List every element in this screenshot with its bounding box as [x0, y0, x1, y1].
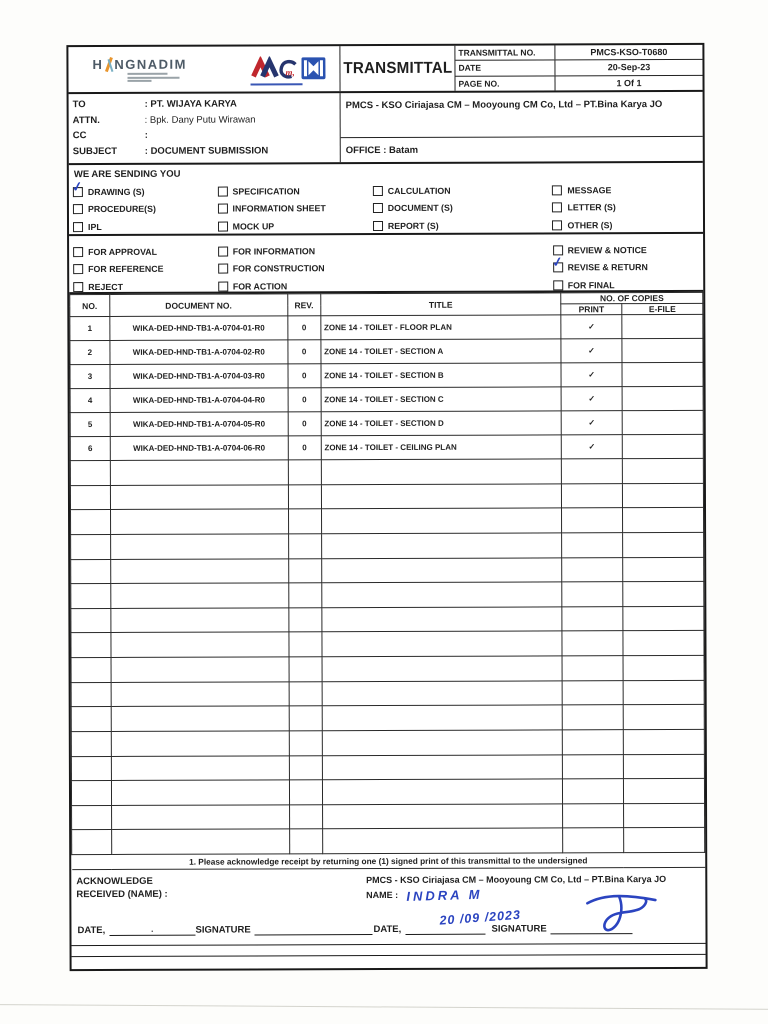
form-title: TRANSMITTAL	[342, 59, 453, 77]
transmittal-number: PMCS-KSO-T0680	[590, 47, 668, 58]
empty-table-row	[71, 582, 704, 609]
cm-consortium-logo	[250, 56, 325, 82]
checkbox-label: OTHER (S)	[567, 219, 613, 231]
cell-no: 2	[70, 340, 110, 364]
field-label: ATTN.	[72, 114, 100, 126]
cell-print-check: ✓	[561, 435, 622, 459]
checkbox-item	[373, 199, 553, 217]
signature-label: SIGNATURE	[195, 924, 251, 936]
checkbox-item	[70, 177, 218, 201]
checkbox-label: FOR APPROVAL	[88, 246, 158, 257]
cell-rev	[288, 460, 321, 485]
purpose-section	[69, 234, 703, 294]
cell-document-no	[111, 583, 289, 608]
meta-label: PAGE NO.	[455, 76, 555, 91]
empty-table-row	[71, 779, 704, 806]
cell-print-check	[562, 483, 623, 508]
consortium-name: PMCS - KSO Ciriajasa CM – Mooyoung CM Co, Ltd – PT.Bina Karya JO	[341, 92, 703, 138]
cell-no: 5	[70, 412, 110, 436]
field-label: CC	[72, 130, 87, 142]
checkbox-item	[73, 260, 218, 278]
cell-print-check: ✓	[561, 363, 622, 387]
hangnadim-logo-rest: NGNADIM	[114, 56, 187, 72]
checkbox	[550, 253, 564, 273]
field-label: TO	[72, 99, 86, 111]
svg-text:m,: m,	[285, 66, 295, 77]
handwritten-date: 20 /09 /2023	[438, 907, 522, 928]
checkbox-item	[217, 182, 372, 200]
cell-rev	[289, 731, 322, 756]
cell-no	[71, 584, 111, 609]
cell-title	[322, 705, 563, 730]
cell-title	[322, 681, 563, 706]
date-blank-line: .	[109, 925, 195, 936]
cell-print-check	[562, 680, 623, 705]
cell-rev	[288, 558, 321, 583]
checkbox-item	[373, 216, 553, 234]
cell-no	[72, 830, 112, 855]
cell-no	[71, 731, 111, 756]
cell-rev: 0	[288, 412, 321, 436]
table-header	[70, 292, 703, 316]
cell-efile	[623, 557, 704, 582]
checkbox-item	[373, 181, 553, 199]
meta-row-page-no	[455, 76, 702, 91]
checkbox	[218, 264, 228, 274]
checkbox-item	[552, 198, 699, 216]
cell-efile	[622, 508, 703, 533]
cell-no: 1	[70, 316, 110, 340]
cell-print-check	[562, 656, 623, 681]
sending-title: WE ARE SENDING YOU	[73, 168, 181, 181]
empty-table-row	[71, 532, 704, 559]
cm-logo-underline	[251, 83, 303, 85]
checkbox-label: FOR REFERENCE	[88, 264, 164, 275]
checkbox-label: FOR ACTION	[232, 281, 288, 292]
cell-document-no: WIKA-DED-HND-TB1-A-0704-04-R0	[110, 388, 288, 413]
name-label: NAME :	[366, 889, 399, 901]
sending-section	[69, 163, 703, 236]
field-attn	[73, 112, 336, 128]
checkbox-label: DRAWING (S)	[87, 186, 145, 197]
cell-print-check: ✓	[561, 339, 622, 363]
cell-efile	[623, 680, 704, 705]
cell-title: ZONE 14 - TOILET - SECTION D	[321, 411, 562, 436]
transmittal-date: 20-Sep-23	[607, 62, 651, 73]
cell-print-check	[563, 779, 624, 804]
received-name-label: RECEIVED (NAME) :	[76, 888, 168, 901]
hangnadim-logo	[92, 57, 187, 82]
cell-no	[71, 707, 111, 732]
checkbox-label: MESSAGE	[567, 184, 612, 196]
cell-rev	[289, 706, 322, 731]
cell-efile	[623, 803, 704, 828]
checkbox-item	[552, 216, 699, 234]
cell-rev	[288, 583, 321, 608]
empty-table-row	[71, 557, 704, 584]
field-value: :	[144, 130, 148, 142]
checkbox-label: REJECT	[88, 281, 123, 292]
empty-table-row	[72, 803, 705, 830]
checkbox	[73, 264, 83, 274]
pen-checkmark-icon: ✓	[70, 177, 85, 195]
checkbox	[552, 220, 562, 230]
cell-no	[71, 510, 111, 535]
cell-rev: 0	[288, 316, 321, 340]
table-row	[70, 410, 703, 436]
paper-edge-artifact	[0, 1004, 768, 1011]
form-header	[68, 45, 702, 94]
cell-no	[70, 460, 110, 485]
cell-rev	[289, 681, 322, 706]
field-value: : Bpk. Dany Putu Wirawan	[144, 114, 256, 126]
cell-title	[321, 533, 562, 558]
cell-efile	[623, 606, 704, 631]
cell-print-check	[562, 582, 623, 607]
cell-title	[322, 730, 563, 755]
cell-document-no	[111, 558, 289, 583]
checkbox	[218, 221, 228, 231]
cell-title: ZONE 14 - TOILET - CEILING PLAN	[321, 435, 562, 460]
checkbox	[218, 246, 228, 256]
cell-rev	[289, 632, 322, 657]
checkbox-label: FOR INFORMATION	[232, 245, 316, 257]
cell-document-no	[111, 780, 289, 805]
cell-efile	[622, 314, 703, 338]
purpose-checklist	[73, 241, 699, 296]
empty-table-row	[71, 631, 704, 658]
pen-checkmark-icon: ✓	[550, 253, 564, 271]
meta-row-transmittal-no	[455, 45, 702, 61]
cell-document-no	[110, 484, 288, 509]
left-date-line	[77, 925, 195, 936]
checkbox-label: PROCEDURE(S)	[87, 204, 156, 215]
empty-table-row	[70, 483, 703, 510]
checkbox	[552, 185, 562, 195]
cell-title	[321, 582, 562, 607]
empty-table-row	[71, 680, 704, 707]
footer-consortium-name: PMCS - KSO Ciriajasa CM – Mooyoung CM Co, Ltd – PT.Bina Karya JO	[366, 874, 667, 886]
checkbox-label: SPECIFICATION	[232, 186, 300, 197]
footer-empty-row	[72, 955, 706, 969]
cell-efile	[622, 338, 703, 362]
table-row	[70, 338, 703, 364]
cell-title	[321, 484, 562, 509]
col-header-print: PRINT	[561, 304, 622, 315]
checkbox-item	[218, 200, 373, 218]
cell-efile	[623, 779, 704, 804]
cell-no: 3	[70, 364, 110, 388]
cell-document-no: WIKA-DED-HND-TB1-A-0704-02-R0	[110, 340, 288, 365]
page-number: 1 Of 1	[616, 77, 642, 89]
cell-no	[71, 534, 111, 559]
empty-table-row	[72, 828, 705, 855]
cell-document-no	[111, 681, 289, 706]
col-header-copies: NO. OF COPIES	[561, 292, 703, 303]
table-body	[70, 314, 705, 869]
cell-efile	[623, 754, 704, 779]
cell-document-no	[111, 608, 289, 633]
cell-title: ZONE 14 - TOILET - FLOOR PLAN	[320, 315, 561, 340]
checkbox	[218, 281, 228, 291]
checkbox-item	[218, 241, 553, 260]
checkbox	[217, 186, 227, 196]
cell-title	[322, 631, 563, 656]
field-value: : PT. WIJAYA KARYA	[144, 98, 237, 111]
cell-no	[71, 608, 111, 633]
cell-print-check: ✓	[561, 411, 622, 435]
sending-checklist	[70, 177, 699, 236]
checkbox-label: REVISE & RETURN	[567, 262, 648, 273]
cell-print-check	[563, 828, 624, 853]
logo-cell	[68, 46, 340, 92]
cell-efile	[622, 410, 703, 434]
checkbox	[73, 222, 83, 232]
cell-title	[322, 804, 563, 829]
checkbox-item	[73, 278, 218, 296]
cell-print-check	[562, 508, 623, 533]
cell-document-no	[112, 829, 290, 854]
col-header-title: TITLE	[320, 293, 561, 316]
cell-efile	[623, 655, 704, 680]
cell-rev	[289, 755, 322, 780]
document-table-section	[69, 292, 705, 870]
form-title-cell	[340, 46, 455, 91]
cell-efile	[623, 582, 704, 607]
cell-print-check	[562, 459, 623, 484]
hangnadim-logo-text	[92, 57, 187, 72]
cell-document-no	[111, 805, 289, 830]
cell-rev: 0	[288, 388, 321, 412]
col-header-document-no: DOCUMENT NO.	[110, 294, 288, 317]
field-cc	[73, 127, 336, 143]
cell-document-no	[110, 534, 288, 559]
checkbox-label: IPL	[88, 221, 102, 232]
cell-no	[71, 682, 111, 707]
signature-label: SIGNATURE	[491, 923, 547, 935]
empty-table-row	[71, 655, 704, 682]
table-row	[70, 362, 703, 388]
cell-rev: 0	[288, 340, 321, 364]
cell-rev	[289, 829, 322, 854]
empty-table-row	[71, 508, 704, 535]
checkbox-label: FOR CONSTRUCTION	[232, 263, 325, 274]
checkbox-label: REVIEW & NOTICE	[567, 244, 647, 256]
cell-no	[72, 805, 112, 830]
cell-no	[70, 485, 110, 510]
cell-no	[71, 633, 111, 658]
cell-document-no	[111, 657, 289, 682]
cell-rev	[289, 780, 322, 805]
empty-table-row	[71, 705, 704, 732]
checkbox	[218, 204, 228, 214]
cell-efile	[622, 458, 703, 483]
cell-title	[321, 557, 562, 582]
empty-table-row	[71, 606, 704, 633]
col-header-rev: REV.	[287, 294, 320, 316]
cell-title: ZONE 14 - TOILET - SECTION A	[321, 339, 562, 364]
checkbox-item	[553, 241, 700, 259]
cell-efile	[622, 483, 703, 508]
cell-no	[71, 657, 111, 682]
cell-title: ZONE 14 - TOILET - SECTION C	[321, 387, 562, 412]
cell-title	[322, 828, 563, 853]
empty-table-row	[71, 754, 704, 781]
checkbox-item	[550, 253, 700, 276]
meta-row-date	[455, 60, 702, 76]
cell-print-check: ✓	[561, 387, 622, 411]
handwritten-name: INDRA M	[405, 886, 483, 904]
cell-print-check	[563, 803, 624, 828]
cell-document-no	[111, 706, 289, 731]
cell-no	[71, 559, 111, 584]
left-signature-line	[195, 924, 372, 936]
checkbox-label: MOCK UP	[232, 221, 275, 232]
checkbox-item	[218, 276, 553, 295]
cm-blue-square-icon	[301, 57, 325, 81]
table-row	[70, 434, 703, 460]
checkbox	[373, 203, 383, 213]
table-row	[70, 386, 703, 412]
acknowledge-section	[71, 868, 705, 946]
handwritten-signature	[579, 887, 661, 939]
document-table	[69, 292, 705, 870]
cell-title	[321, 508, 562, 533]
cell-efile	[622, 434, 703, 458]
checkbox-item	[553, 276, 700, 294]
cell-rev: 0	[288, 364, 321, 388]
cell-efile	[622, 386, 703, 410]
cell-rev	[288, 534, 321, 559]
cell-rev	[288, 484, 321, 509]
cell-no	[71, 756, 111, 781]
meta-label: DATE	[455, 61, 555, 76]
checkbox-label: LETTER (S)	[567, 202, 616, 213]
cell-document-no	[111, 755, 289, 780]
date-label: DATE,	[77, 924, 106, 937]
col-header-efile: E-FILE	[622, 303, 703, 314]
cell-rev	[289, 607, 322, 632]
checkbox	[373, 221, 383, 231]
checkbox	[73, 247, 83, 257]
acknowledge-label: ACKNOWLEDGE	[76, 875, 153, 888]
cell-document-no: WIKA-DED-HND-TB1-A-0704-06-R0	[110, 436, 288, 461]
checkbox-item	[73, 200, 218, 218]
cell-rev: 0	[288, 436, 321, 460]
col-header-no: NO.	[70, 294, 110, 316]
transmittal-form	[66, 43, 707, 971]
cell-rev	[289, 657, 322, 682]
field-subject	[73, 143, 336, 159]
checkbox-item	[73, 243, 218, 261]
sender-block	[341, 92, 703, 162]
cell-document-no	[111, 632, 289, 657]
cell-efile	[622, 362, 703, 386]
office-field: OFFICE : Batam	[345, 144, 419, 156]
cell-document-no	[110, 460, 288, 485]
checkbox	[552, 203, 562, 213]
cell-print-check: ✓	[561, 315, 622, 339]
date-label: DATE,	[373, 923, 402, 936]
cell-title	[321, 459, 562, 484]
checkbox-label: CALCULATION	[387, 185, 451, 196]
field-label: SUBJECT	[72, 145, 118, 157]
cell-print-check	[562, 557, 623, 582]
checkbox	[373, 186, 383, 196]
cell-title	[322, 754, 563, 779]
checkbox-label: INFORMATION SHEET	[232, 203, 326, 214]
info-section	[69, 92, 703, 165]
checkbox	[553, 280, 563, 290]
cell-document-no	[110, 509, 288, 534]
cell-document-no: WIKA-DED-HND-TB1-A-0704-05-R0	[110, 412, 288, 437]
note-row	[72, 852, 705, 869]
table-row	[70, 314, 703, 340]
checkbox-item	[218, 259, 553, 278]
cell-title	[322, 779, 563, 804]
cell-print-check	[562, 631, 623, 656]
cell-document-no	[111, 731, 289, 756]
cell-efile	[623, 729, 704, 754]
cell-no: 4	[70, 388, 110, 412]
acknowledge-block	[76, 875, 167, 901]
field-value: : DOCUMENT SUBMISSION	[144, 145, 269, 157]
cell-efile	[623, 705, 704, 730]
hangnadim-logo-h: H	[92, 56, 104, 73]
checkbox-label: REPORT (S)	[387, 220, 439, 231]
cell-print-check	[562, 730, 623, 755]
header-meta	[455, 45, 702, 91]
cell-no: 6	[70, 436, 110, 460]
checkbox-item	[73, 218, 218, 236]
cell-title	[322, 656, 563, 681]
hangnadim-stylized-a-icon	[104, 58, 113, 71]
cell-title	[321, 607, 562, 632]
recipient-block	[69, 93, 341, 163]
cell-rev	[289, 804, 322, 829]
checkbox	[70, 177, 85, 197]
checkbox	[73, 282, 83, 292]
cell-print-check	[563, 754, 624, 779]
cell-efile	[623, 631, 704, 656]
meta-label: TRANSMITTAL NO.	[455, 45, 555, 60]
checkbox	[73, 204, 83, 214]
cell-efile	[624, 828, 705, 853]
field-to	[73, 96, 336, 112]
cell-no	[71, 781, 111, 806]
checkbox-item	[218, 217, 373, 235]
empty-table-row	[71, 729, 704, 756]
cell-print-check	[562, 533, 623, 558]
signature-blank-line	[255, 924, 373, 935]
hangnadim-logo-subtext	[100, 73, 180, 82]
cell-rev	[288, 509, 321, 534]
checkbox-item	[552, 181, 699, 199]
cell-efile	[623, 532, 704, 557]
empty-table-row	[70, 458, 703, 485]
cell-document-no: WIKA-DED-HND-TB1-A-0704-03-R0	[110, 364, 288, 389]
acknowledge-note: 1. Please acknowledge receipt by returning one (1) signed print of this transmittal to the undersigned	[72, 852, 705, 869]
cell-print-check	[562, 705, 623, 730]
cell-print-check	[562, 606, 623, 631]
checkbox-label: DOCUMENT (S)	[387, 203, 453, 214]
cell-title: ZONE 14 - TOILET - SECTION B	[321, 363, 562, 388]
cell-document-no: WIKA-DED-HND-TB1-A-0704-01-R0	[110, 316, 288, 341]
cm-chevrons-icon	[250, 56, 298, 82]
checkbox-label: FOR FINAL	[567, 279, 615, 291]
